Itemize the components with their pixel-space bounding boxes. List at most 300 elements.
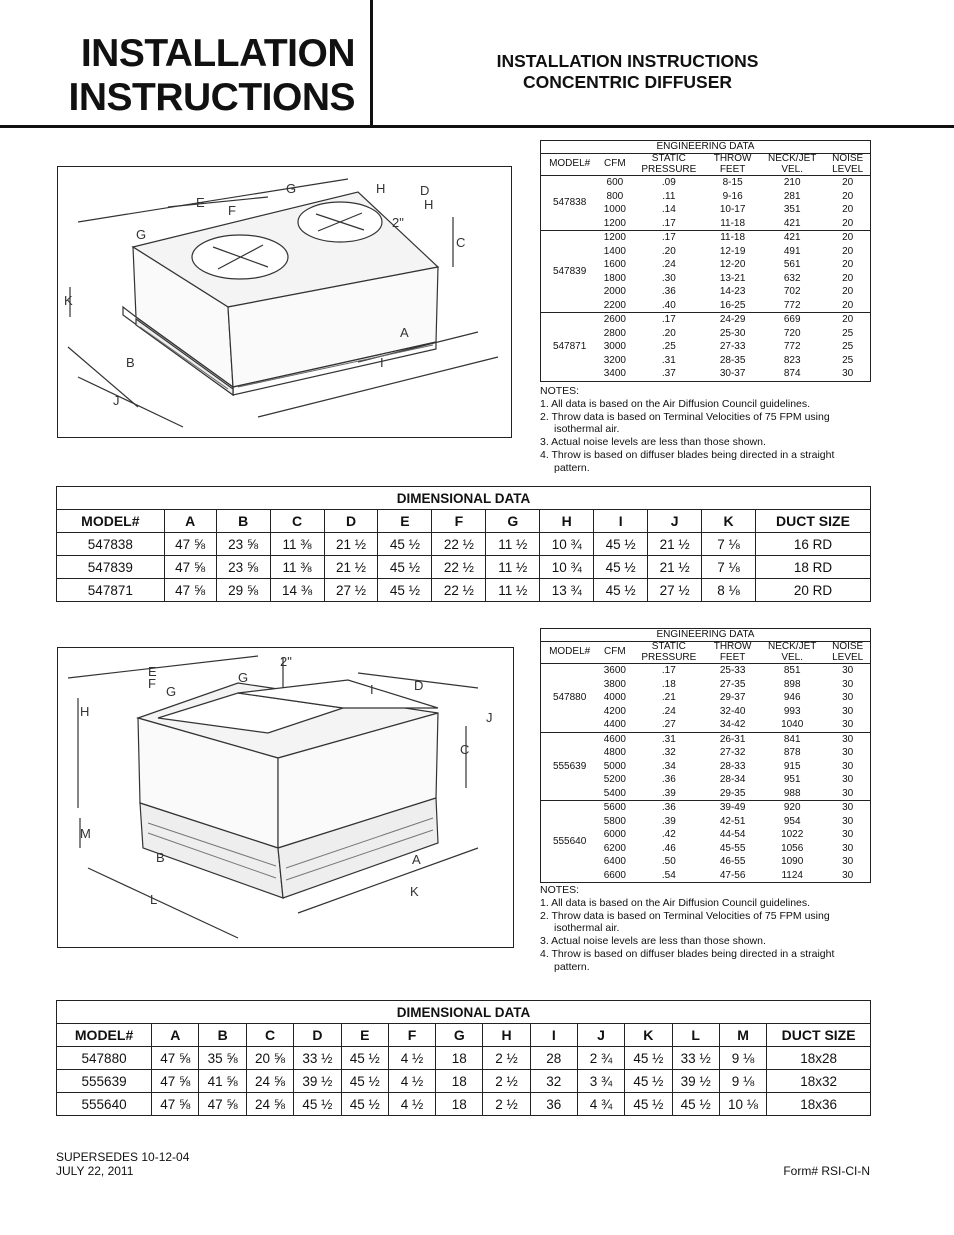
table-cell: 27-32	[719, 747, 746, 758]
table-cell: 39 ½	[672, 1070, 719, 1093]
table-cell: .09	[661, 177, 676, 188]
fig2-label-g: G	[166, 684, 177, 699]
table-row	[57, 1093, 871, 1116]
page-subtitle-line1: INSTALLATION INSTRUCTIONS	[496, 51, 759, 71]
table-row	[57, 1070, 871, 1093]
fig1-label-c: C	[456, 235, 466, 250]
table-cell: 5000	[603, 760, 626, 772]
table-cell: 32-40	[719, 705, 746, 717]
table-row	[541, 231, 871, 245]
table-cell: 3200	[603, 354, 626, 366]
table-cell: 39 ½	[294, 1070, 341, 1093]
table-cell: 18x32	[767, 1070, 871, 1093]
note-item: 1. All data is based on the Air Diffusion Council guidelines.	[540, 397, 811, 410]
fig1-label-k: K	[64, 293, 73, 308]
dim-title: DIMENSIONAL DATA	[57, 1001, 871, 1024]
eng-header-line: THROW	[713, 153, 752, 164]
eng-header-cell	[631, 154, 706, 176]
table-cell: 5200	[603, 774, 626, 785]
table-cell: 851	[783, 665, 801, 676]
dim-title-row	[57, 1001, 871, 1024]
table-cell: 878	[783, 747, 801, 758]
fig1-label-g: G	[136, 227, 147, 242]
table-cell: 11 ⅜	[270, 533, 324, 556]
table-cell: 16-25	[719, 299, 746, 311]
table-cell: 874	[783, 368, 801, 379]
dim-header-cell: DUCT SIZE	[755, 510, 870, 533]
table-cell: 20	[842, 259, 854, 270]
model-number: 547880	[552, 692, 587, 703]
table-cell: 491	[783, 245, 801, 257]
table-cell: .24	[661, 259, 676, 270]
table-cell: 20	[825, 231, 870, 245]
table-cell: 1200	[598, 231, 631, 245]
table-cell: 10-17	[719, 204, 746, 215]
table-cell: 9 ⅛	[719, 1070, 766, 1093]
table-cell: .39	[661, 815, 676, 827]
dim-header-cell: E	[341, 1024, 388, 1047]
table-cell: .30	[661, 272, 676, 284]
table-cell: 6400	[603, 856, 626, 867]
table-cell: 4 ½	[388, 1070, 435, 1093]
table-cell: .20	[661, 327, 676, 339]
table-cell: 421	[759, 231, 825, 245]
notes-1	[540, 385, 870, 475]
eng-header-line: THROW	[713, 641, 752, 652]
model-number: 555640	[541, 801, 599, 883]
table-cell: .14	[661, 204, 676, 215]
table-cell: 2800	[603, 327, 626, 339]
eng-header-row	[541, 154, 871, 176]
table-cell: 547871	[57, 579, 165, 602]
table-cell: .31	[631, 732, 706, 746]
table-cell: 2600	[598, 313, 631, 327]
table-cell: 21 ½	[324, 556, 378, 579]
table-cell: 45 ½	[625, 1047, 672, 1070]
form-number: Form# RSI-CI-N	[783, 1164, 870, 1178]
dim-header-cell: B	[216, 510, 270, 533]
table-cell: 20	[842, 177, 854, 188]
table-cell: 8 ⅛	[702, 579, 756, 602]
page-title-line1: INSTALLATION	[80, 32, 355, 75]
table-cell: 45 ½	[341, 1047, 388, 1070]
table-cell: 36	[530, 1093, 577, 1116]
table-cell: 993	[783, 705, 801, 717]
notes-title: NOTES:	[540, 884, 580, 896]
eng-header-cell	[598, 154, 631, 176]
table-cell: 5600	[598, 801, 631, 815]
figure-round-neck-diffuser	[57, 166, 512, 438]
table-cell: 21 ½	[324, 533, 378, 556]
table-cell: 2 ¾	[577, 1047, 624, 1070]
table-cell: 18	[436, 1093, 483, 1116]
table-cell: 27-33	[719, 341, 746, 352]
table-cell: 4 ¾	[577, 1093, 624, 1116]
table-cell: 45 ½	[378, 533, 432, 556]
table-cell: .46	[661, 842, 676, 854]
table-cell: 1400	[603, 245, 626, 257]
table-cell: 555639	[57, 1070, 152, 1093]
eng-header-line: MODEL#	[549, 158, 591, 170]
table-cell: 2 ½	[483, 1070, 530, 1093]
table-cell: 29-37	[719, 692, 746, 703]
fig2-label-d: D	[414, 678, 424, 693]
table-cell: 22 ½	[432, 533, 486, 556]
page-subtitle	[440, 51, 815, 93]
table-cell: 25-30	[719, 327, 746, 339]
table-cell: 20	[842, 217, 854, 229]
table-cell: 30	[825, 801, 870, 815]
dim-header-row	[57, 510, 871, 533]
table-cell: 4000	[603, 692, 626, 703]
eng-header-line: FEET	[719, 163, 746, 175]
table-cell: 18x28	[767, 1047, 871, 1070]
table-cell: 600	[606, 177, 624, 188]
table-cell: 555640	[57, 1093, 152, 1116]
eng-header-line: MODEL#	[549, 646, 591, 658]
fig2-label-g-top: G	[238, 670, 249, 685]
fig2-label-e: E	[148, 664, 157, 679]
table-cell: 1600	[603, 259, 626, 270]
table-cell: 20	[842, 190, 854, 202]
note-item: 4. Throw is based on diffuser blades being directed in a straight pattern.	[540, 448, 835, 474]
table-cell: 29 ⅝	[216, 579, 270, 602]
fig2-label-h: H	[80, 704, 90, 719]
table-cell: 25	[842, 354, 854, 366]
dim-header-cell: C	[246, 1024, 293, 1047]
eng-header-cell	[759, 154, 825, 176]
table-cell: 2 ½	[483, 1047, 530, 1070]
note-item: 4. Throw is based on diffuser blades being directed in a straight pattern.	[540, 947, 835, 973]
notes-2	[540, 884, 870, 974]
table-cell: 1000	[603, 204, 626, 215]
table-cell: .36	[631, 801, 706, 815]
eng-caption-row	[541, 141, 871, 154]
header-divider-vertical	[370, 0, 373, 127]
table-cell: 22 ½	[432, 556, 486, 579]
table-cell: 3000	[603, 341, 626, 352]
dim-header-cell: F	[388, 1024, 435, 1047]
eng-header-cell	[759, 642, 825, 664]
eng-header-line: PRESSURE	[641, 651, 697, 663]
header-divider-horizontal	[0, 125, 954, 128]
table-cell: 47 ⅝	[164, 579, 216, 602]
table-cell: 28-33	[719, 760, 746, 772]
table-cell: 8-15	[722, 177, 743, 188]
table-row	[57, 556, 871, 579]
table-cell: .36	[661, 286, 676, 297]
dim-header-cell: C	[270, 510, 324, 533]
fig2-label-f: F	[148, 676, 156, 691]
table-cell: 800	[606, 190, 624, 202]
table-cell: 26-31	[706, 732, 759, 746]
table-cell: 915	[783, 760, 801, 772]
table-cell: 6200	[603, 842, 626, 854]
table-cell: 1800	[603, 272, 626, 284]
table-cell: 3400	[603, 368, 626, 379]
dim-header-row	[57, 1024, 871, 1047]
table-cell: 1200	[603, 217, 626, 229]
fig1-label-g-top: G	[286, 181, 297, 196]
table-cell: 47 ⅝	[152, 1093, 199, 1116]
dim-header-cell: A	[152, 1024, 199, 1047]
fig2-label-c: C	[460, 742, 470, 757]
table-cell: 1022	[781, 829, 804, 840]
dimensional-data-table-2	[56, 1000, 871, 1116]
table-cell: .24	[661, 705, 676, 717]
dim-header-cell: MODEL#	[57, 510, 165, 533]
table-cell: 772	[783, 299, 801, 311]
page-title	[60, 32, 355, 120]
fig1-label-a: A	[400, 325, 409, 340]
fig2-label-k: K	[410, 884, 419, 899]
dim-header-cell: K	[702, 510, 756, 533]
table-cell: 547838	[57, 533, 165, 556]
fig1-label-f: F	[228, 203, 236, 218]
table-row	[541, 801, 871, 815]
table-cell: .27	[661, 719, 676, 730]
table-cell: .18	[661, 678, 676, 690]
table-cell: 823	[783, 354, 801, 366]
eng-header-cell	[598, 642, 631, 664]
table-cell: 30	[842, 815, 854, 827]
eng-header-line: VEL.	[781, 651, 804, 663]
table-cell: 7 ⅛	[702, 533, 756, 556]
table-cell: 21 ½	[648, 556, 702, 579]
table-cell: .21	[661, 692, 676, 703]
table-cell: 9-16	[722, 190, 743, 202]
eng-header-line: CFM	[604, 646, 626, 658]
table-cell: 547880	[57, 1047, 152, 1070]
table-cell: 988	[783, 787, 801, 799]
table-cell: 27 ½	[648, 579, 702, 602]
table-cell: 281	[783, 190, 801, 202]
table-cell: 24 ⅝	[246, 1093, 293, 1116]
model-number: 547839	[541, 231, 599, 313]
table-cell: 30	[842, 774, 854, 785]
table-cell: 11 ½	[486, 556, 540, 579]
table-cell: 547839	[57, 556, 165, 579]
table-cell: 30	[842, 368, 854, 379]
dim-header-cell: E	[378, 510, 432, 533]
dim-title-row	[57, 487, 871, 510]
table-cell: 28-35	[719, 354, 746, 366]
table-cell: 30	[842, 705, 854, 717]
table-cell: 5400	[603, 787, 626, 799]
table-cell: 47 ⅝	[152, 1070, 199, 1093]
table-cell: 27-35	[719, 678, 746, 690]
table-cell: 946	[783, 692, 801, 703]
note-item: 3. Actual noise levels are less than those shown.	[540, 935, 766, 948]
table-cell: 951	[783, 774, 801, 785]
fig1-label-2in: 2"	[392, 215, 404, 230]
dim-header-cell: D	[324, 510, 378, 533]
eng-header-line: VEL.	[781, 163, 804, 175]
table-cell: 11 ⅜	[270, 556, 324, 579]
dim-header-cell: K	[625, 1024, 672, 1047]
table-cell: 32	[530, 1070, 577, 1093]
fig1-label-j: J	[113, 393, 120, 408]
dim-header-cell: J	[648, 510, 702, 533]
table-cell: 30	[842, 842, 854, 854]
table-cell: 772	[783, 341, 801, 352]
table-cell: .40	[661, 299, 676, 311]
table-cell: 20	[842, 204, 854, 215]
eng-header-line: STATIC	[651, 641, 686, 652]
table-cell: 10 ⅛	[719, 1093, 766, 1116]
table-cell: 39-49	[706, 801, 759, 815]
table-cell: 20 ⅝	[246, 1047, 293, 1070]
table-cell: 2000	[603, 286, 626, 297]
table-cell: 11 ½	[486, 579, 540, 602]
table-cell: 30	[842, 747, 854, 758]
table-cell: 45 ½	[294, 1093, 341, 1116]
eng-header-cell	[825, 154, 870, 176]
table-cell: 41 ⅝	[199, 1070, 246, 1093]
model-number: 555639	[541, 732, 599, 801]
table-cell: 11-18	[706, 231, 759, 245]
table-row	[541, 176, 871, 190]
table-cell: 33 ½	[672, 1047, 719, 1070]
dim-header-cell: H	[540, 510, 594, 533]
dim-header-cell: I	[530, 1024, 577, 1047]
table-cell: 20	[842, 299, 854, 311]
table-cell: 22 ½	[432, 579, 486, 602]
table-cell: 4800	[603, 747, 626, 758]
table-cell: 30-37	[719, 368, 746, 379]
dim-header-cell: G	[486, 510, 540, 533]
page-subtitle-line2: CONCENTRIC DIFFUSER	[522, 72, 733, 92]
square-neck-diffuser-drawing	[58, 648, 513, 947]
table-cell: 45 ½	[378, 556, 432, 579]
model-number: 547871	[541, 313, 599, 382]
table-cell: 45 ½	[594, 556, 648, 579]
table-cell: 30	[842, 665, 854, 676]
table-cell: .25	[661, 341, 676, 352]
table-cell: .31	[661, 354, 676, 366]
eng-caption: ENGINEERING DATA	[541, 629, 871, 642]
table-cell: 45 ½	[378, 579, 432, 602]
fig2-label-m: M	[80, 826, 91, 841]
table-cell: .36	[661, 774, 676, 785]
table-cell: 20	[842, 272, 854, 284]
table-cell: 45 ½	[594, 579, 648, 602]
fig2-label-l: L	[150, 892, 158, 907]
table-cell: 1056	[781, 842, 804, 854]
fig1-label-e: E	[196, 195, 205, 210]
table-cell: .50	[661, 856, 676, 867]
table-cell: 14 ⅜	[270, 579, 324, 602]
table-cell: 11 ½	[486, 533, 540, 556]
table-cell: 47 ⅝	[199, 1093, 246, 1116]
table-cell: 18 RD	[755, 556, 870, 579]
table-cell: 351	[783, 204, 801, 215]
eng-header-line: CFM	[604, 158, 626, 170]
table-cell: 10 ¾	[540, 533, 594, 556]
fig1-label-i: I	[380, 355, 384, 370]
engineering-data-table-1	[540, 140, 871, 382]
dim-header-cell: A	[164, 510, 216, 533]
table-cell: 3600	[603, 665, 626, 676]
eng-header-cell	[541, 642, 599, 664]
dim-header-cell: M	[719, 1024, 766, 1047]
table-cell: 30	[842, 678, 854, 690]
table-cell: 25-33	[719, 665, 746, 676]
eng-header-line: NECK/JET	[768, 641, 817, 652]
table-cell: 28	[530, 1047, 577, 1070]
dim-header-cell: I	[594, 510, 648, 533]
note-item: 3. Actual noise levels are less than those shown.	[540, 436, 766, 449]
eng-header-line: NOISE	[832, 641, 864, 652]
table-cell: 30	[842, 856, 854, 867]
fig1-label-d: D	[420, 183, 430, 198]
engineering-data-table-2	[540, 628, 871, 883]
page-title-line2: INSTRUCTIONS	[68, 76, 355, 119]
table-cell: .11	[662, 190, 676, 202]
eng-header-cell	[706, 154, 759, 176]
table-cell: 33 ½	[294, 1047, 341, 1070]
table-cell: 669	[759, 313, 825, 327]
dim-header-cell: H	[483, 1024, 530, 1047]
eng-header-cell	[825, 642, 870, 664]
table-cell: 920	[759, 801, 825, 815]
table-cell: 1124	[781, 869, 803, 881]
table-cell: 45 ½	[672, 1093, 719, 1116]
table-cell: 9 ⅛	[719, 1047, 766, 1070]
table-cell: 45-55	[719, 842, 746, 854]
table-cell: .42	[661, 829, 676, 840]
table-cell: .17	[631, 313, 706, 327]
eng-header-cell	[631, 642, 706, 664]
table-cell: 18x36	[767, 1093, 871, 1116]
table-cell: 4 ½	[388, 1047, 435, 1070]
dimensional-data-table-1	[56, 486, 871, 602]
table-cell: 45 ½	[625, 1070, 672, 1093]
footer-left	[56, 1151, 189, 1178]
table-cell: 421	[783, 217, 801, 229]
eng-header-line: NECK/JET	[768, 153, 817, 164]
table-cell: .17	[661, 665, 676, 676]
table-row	[57, 1047, 871, 1070]
fig2-label-b: B	[156, 850, 165, 865]
table-cell: 30	[842, 787, 854, 799]
eng-header-line: LEVEL	[832, 163, 864, 175]
table-cell: 30	[825, 732, 870, 746]
table-cell: 30	[842, 692, 854, 703]
dim-header-cell: MODEL#	[57, 1024, 152, 1047]
eng-header-line: PRESSURE	[641, 163, 697, 175]
fig1-label-h: H	[424, 197, 434, 212]
notes-title: NOTES:	[540, 385, 580, 397]
round-neck-diffuser-drawing	[58, 167, 511, 437]
model-number: 547838	[552, 197, 587, 209]
dim-title: DIMENSIONAL DATA	[57, 487, 871, 510]
table-row	[541, 313, 871, 327]
dim-header-cell: DUCT SIZE	[767, 1024, 871, 1047]
table-cell: 45 ½	[594, 533, 648, 556]
table-cell: 30	[842, 829, 854, 840]
table-cell: 1090	[781, 856, 804, 867]
table-cell: 30	[842, 719, 854, 730]
eng-header-line: FEET	[719, 651, 746, 663]
table-cell: 6000	[603, 829, 626, 840]
table-cell: 954	[783, 815, 801, 827]
table-cell: 632	[783, 272, 801, 284]
table-cell: 34-42	[719, 719, 746, 730]
table-cell: 45 ½	[625, 1093, 672, 1116]
table-cell: 210	[783, 177, 801, 188]
table-row	[57, 533, 871, 556]
